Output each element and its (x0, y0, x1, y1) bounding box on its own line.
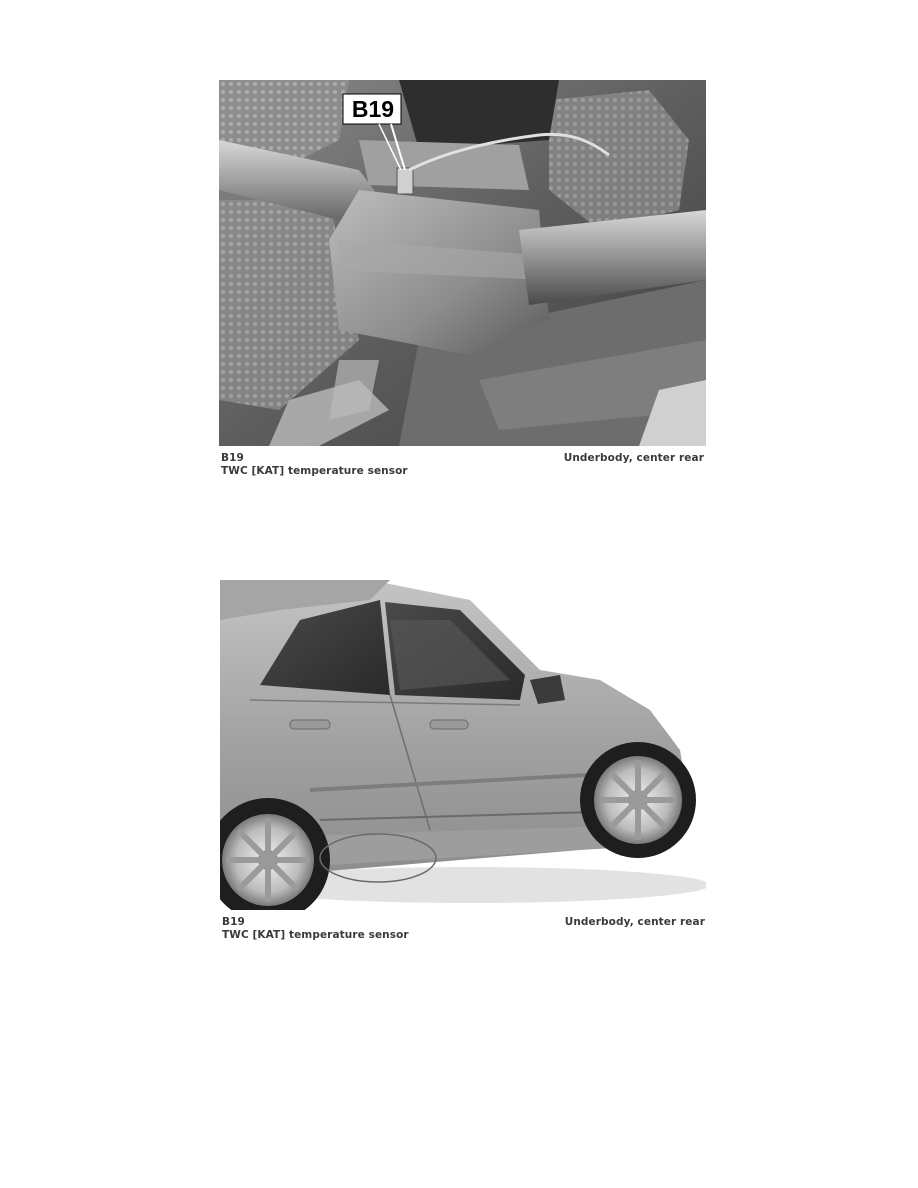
vehicle-side-photo (220, 580, 706, 910)
caption-code: B19 (221, 452, 244, 464)
vehicle-illustration (220, 580, 706, 910)
underbody-illustration (219, 80, 706, 446)
caption-location: Underbody, center rear (564, 916, 705, 928)
caption-location: Underbody, center rear (563, 452, 704, 464)
underbody-photo (219, 80, 706, 446)
caption-code: B19 (222, 916, 245, 928)
callout-label: B19 (351, 96, 395, 122)
figure-caption (222, 916, 705, 942)
figure-caption (221, 452, 704, 478)
caption-title: TWC [KAT] temperature sensor (221, 465, 408, 477)
caption-title: TWC [KAT] temperature sensor (222, 929, 409, 941)
